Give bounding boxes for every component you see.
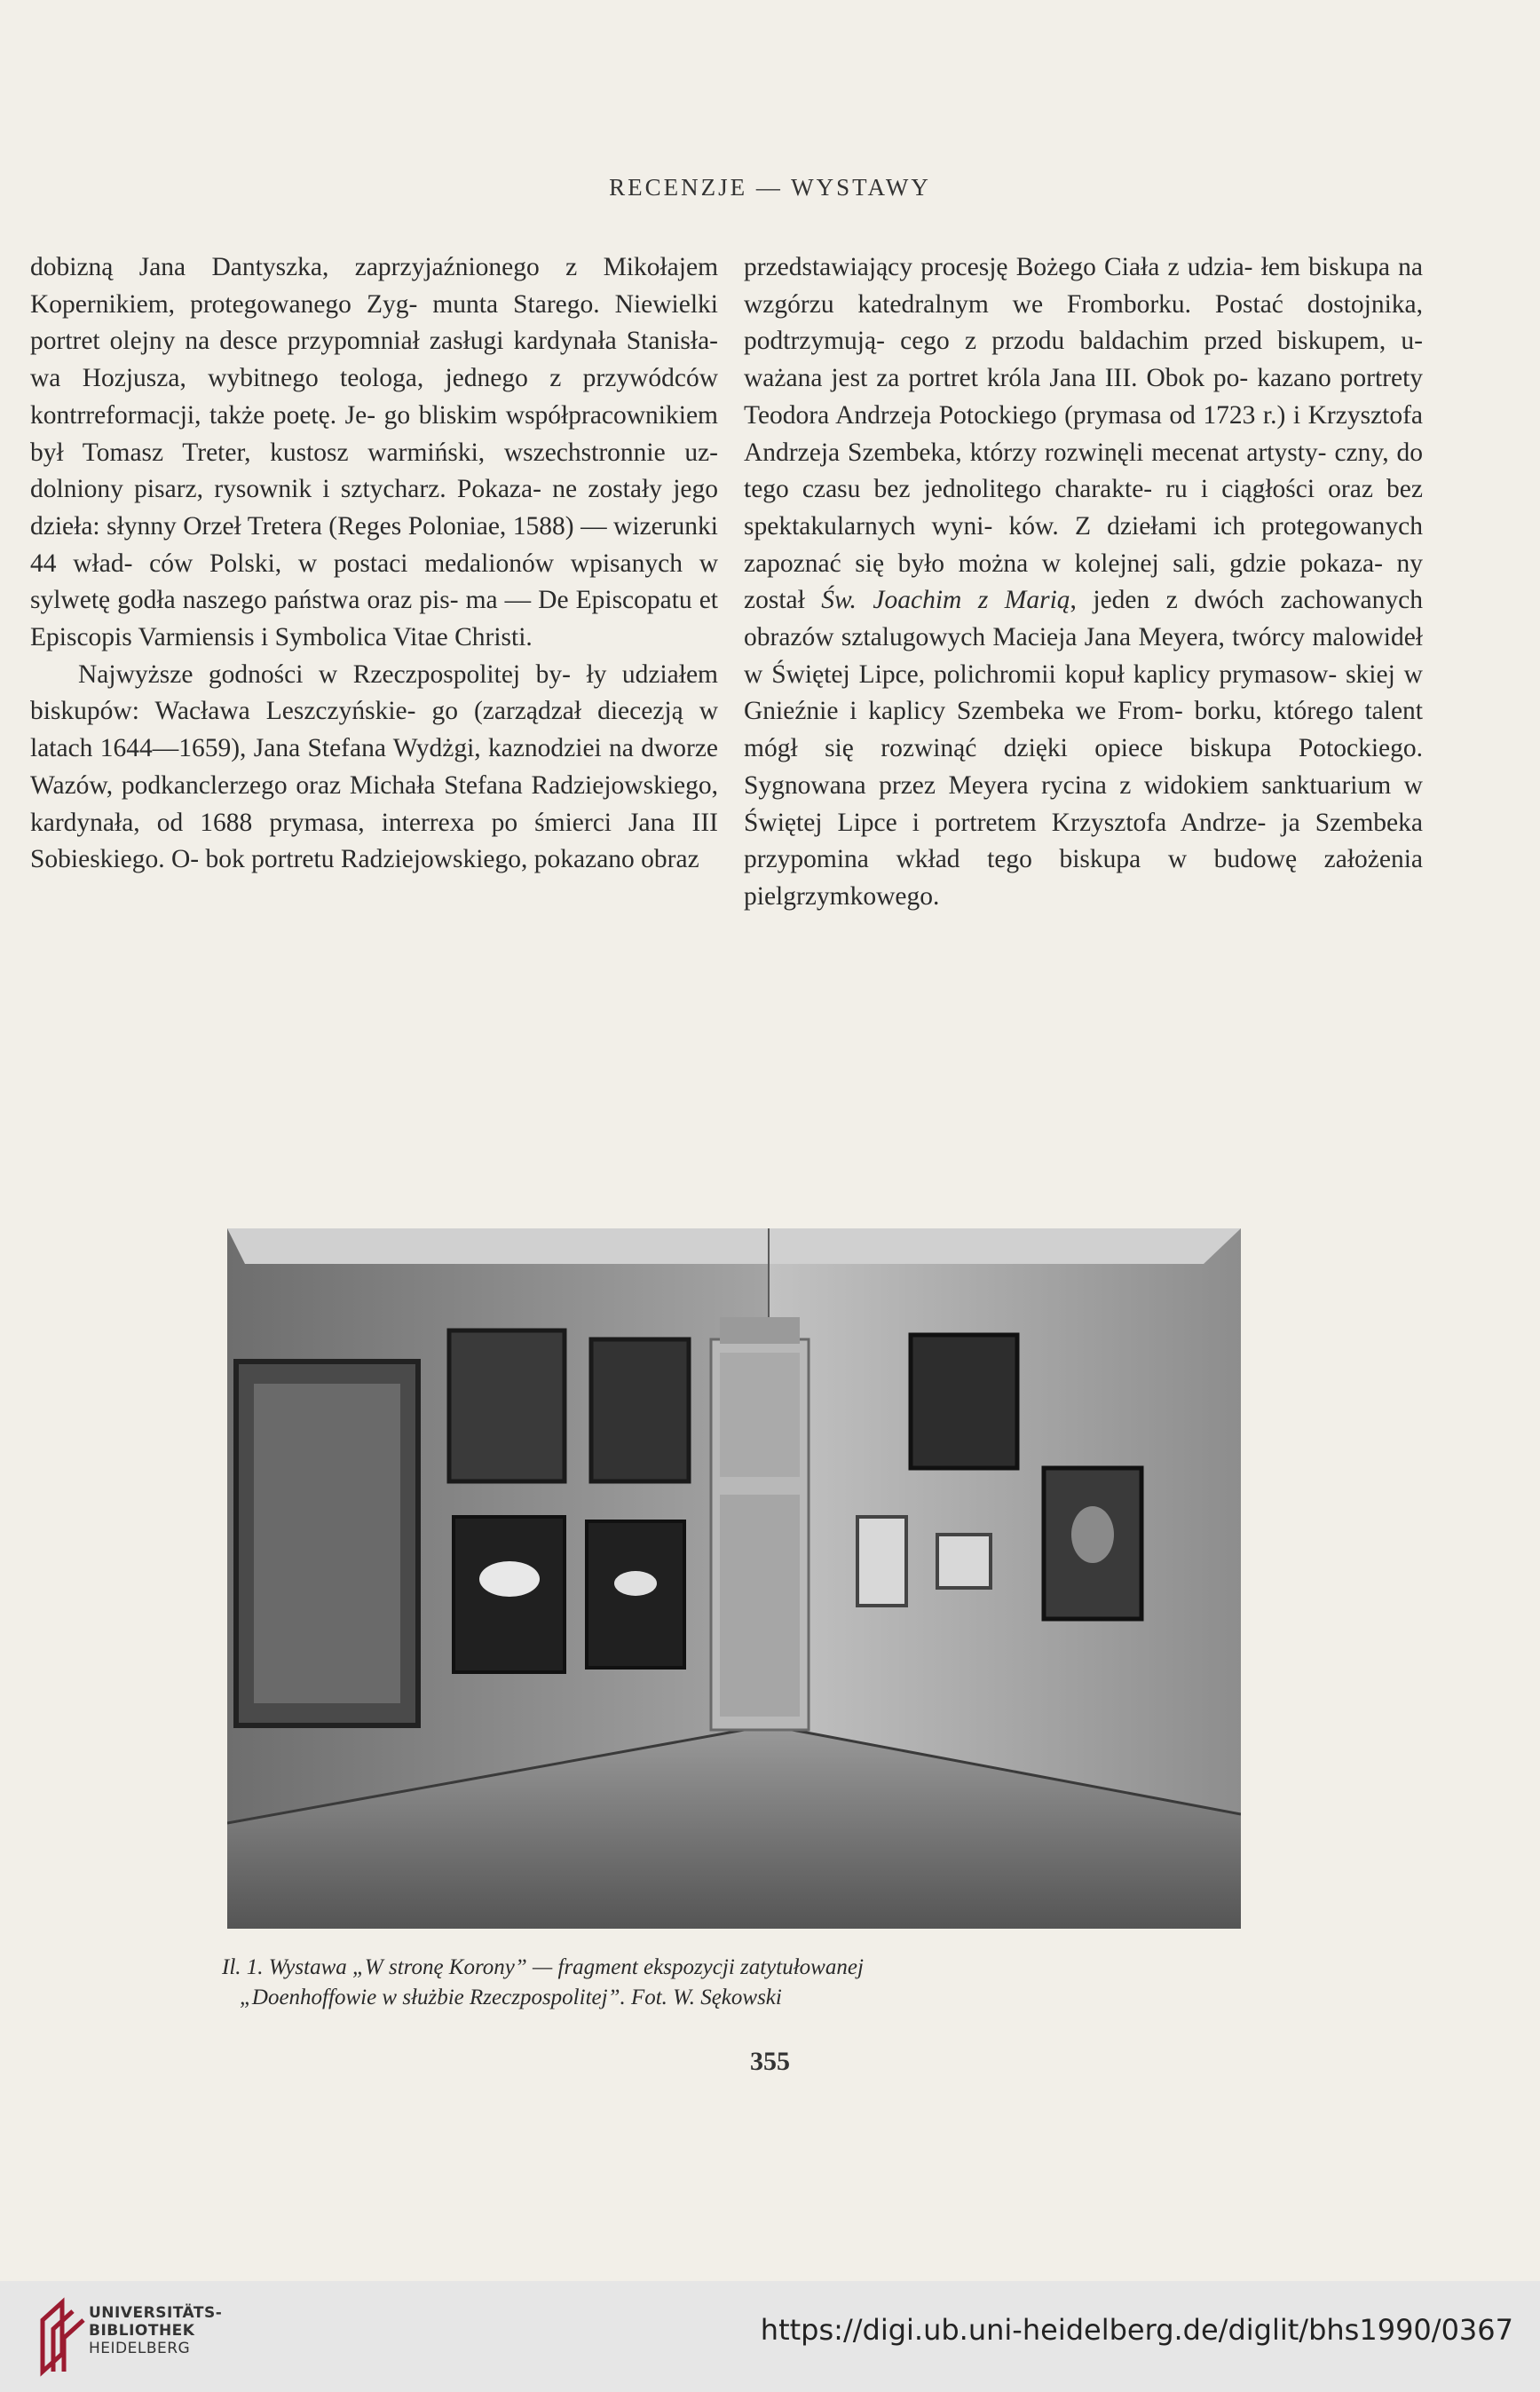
viewer-footer — [0, 2281, 1540, 2392]
left-paragraph-2: Najwyższe godności w Rzeczpospolitej by- ły udziałem biskupów: Wacława Leszczyńskie- go (zarządzał diecezją w latach 1644—1659), Jana Stefana Wydżgi, kaznodziei na dworze Wazów, podkanclerzego oraz Michała Stefana Radziejowskiego, kardynała, od 1688 prymasa, interrexa po śmierci Jana III Sobieskiego. O- bok portretu Radziejowskiego, pokazano obraz — [30, 659, 719, 874]
caption-line-1: Il. 1. Wystawa „W stronę Korony” — fragment ekspozycji zatytułowanej — [222, 1955, 864, 1979]
exhibition-room-image — [227, 1228, 1241, 1929]
figure-caption — [222, 1953, 1287, 2013]
running-head: RECENZJE — WYSTAWY — [609, 174, 931, 201]
left-paragraph-1: dobizną Jana Dantyszka, zaprzyjaźnionego z Mikołajem Kopernikiem, protegowanego Zyg- munta Starego. Niewielki portret olejny na desce przypomniał zasługi kardynała Stanisła- wa Hozjusza, wybitnego teologa, jednego z przywódców kontrreformacji, także poetę. Je- go bliskim współpracownikiem był Tomasz Treter, kustosz warmiński, wszechstronnie uz- dolniony pisarz, rysownik i sztycharz. Pokaza- ne zostały jego dzieła: słynny Orzeł Tretera (Reges Poloniae, 1588) — wizerunki 44 wład- ców Polski, w postaci medalionów wpisanych w sylwetę godła naszego państwa oraz pis- ma — De Episcopatu et Episcopis Varmiensis i Symbolica Vitae Christi. — [30, 253, 719, 652]
caption-line-2: „Doenhoffowie w służbie Rzeczpospolitej”. Fot. W. Sękowski — [240, 1985, 782, 2009]
document-url-link[interactable]: https://digi.ub.uni-heidelberg.de/diglit/bhs1990/0367 — [760, 2313, 1513, 2347]
right-paragraph: przedstawiający procesję Bożego Ciała z udzia- łem biskupa na wzgórzu katedralnym we Fromborku. Postać dostojnika, podtrzymują- cego z przodu baldachim przed biskupem, u- ważana jest za portret króla Jana III. Obok po- kazano portrety Teodora Andrzeja Potockiego (prymasa od 1723 r.) i Krzysztofa Andrzeja Szembeka, którzy rozwinęli mecenat artysty- czny, do tego czasu bez jednolitego charakte- ru i ciągłości oraz bez spektakularnych wyni- ków. Z dziełami ich protegowanych zapoznać się było można w kolejnej sali, gdzie pokaza- ny został Św. Joachim z Marią, jeden z dwóch zachowanych obrazów sztalugowych Macieja Jana Meyera, twórcy malowideł w Świętej Lipce, polichromii kopuł kaplicy prymasow- skiej w Gnieźnie i kaplicy Szembeka we From- borku, którego talent mógł się rozwinąć dzięki opiece biskupa Potockiego. Sygnowana przez Meyera rycina z widokiem sanktuarium w Świętej Lipce i portretem Krzysztofa Andrze- ja Szembeka przypomina wkład tego biskupa w budowę założenia pielgrzymkowego. — [744, 253, 1424, 911]
library-name: UNIVERSITÄTS- BIBLIOTHEK HEIDELBERG — [89, 2304, 223, 2357]
artwork-title: Św. Joachim z Marią — [821, 586, 1070, 615]
left-column — [30, 249, 718, 879]
right-column — [744, 249, 1423, 916]
exhibition-photo — [227, 1228, 1241, 1929]
page-number: 355 — [750, 2047, 790, 2076]
